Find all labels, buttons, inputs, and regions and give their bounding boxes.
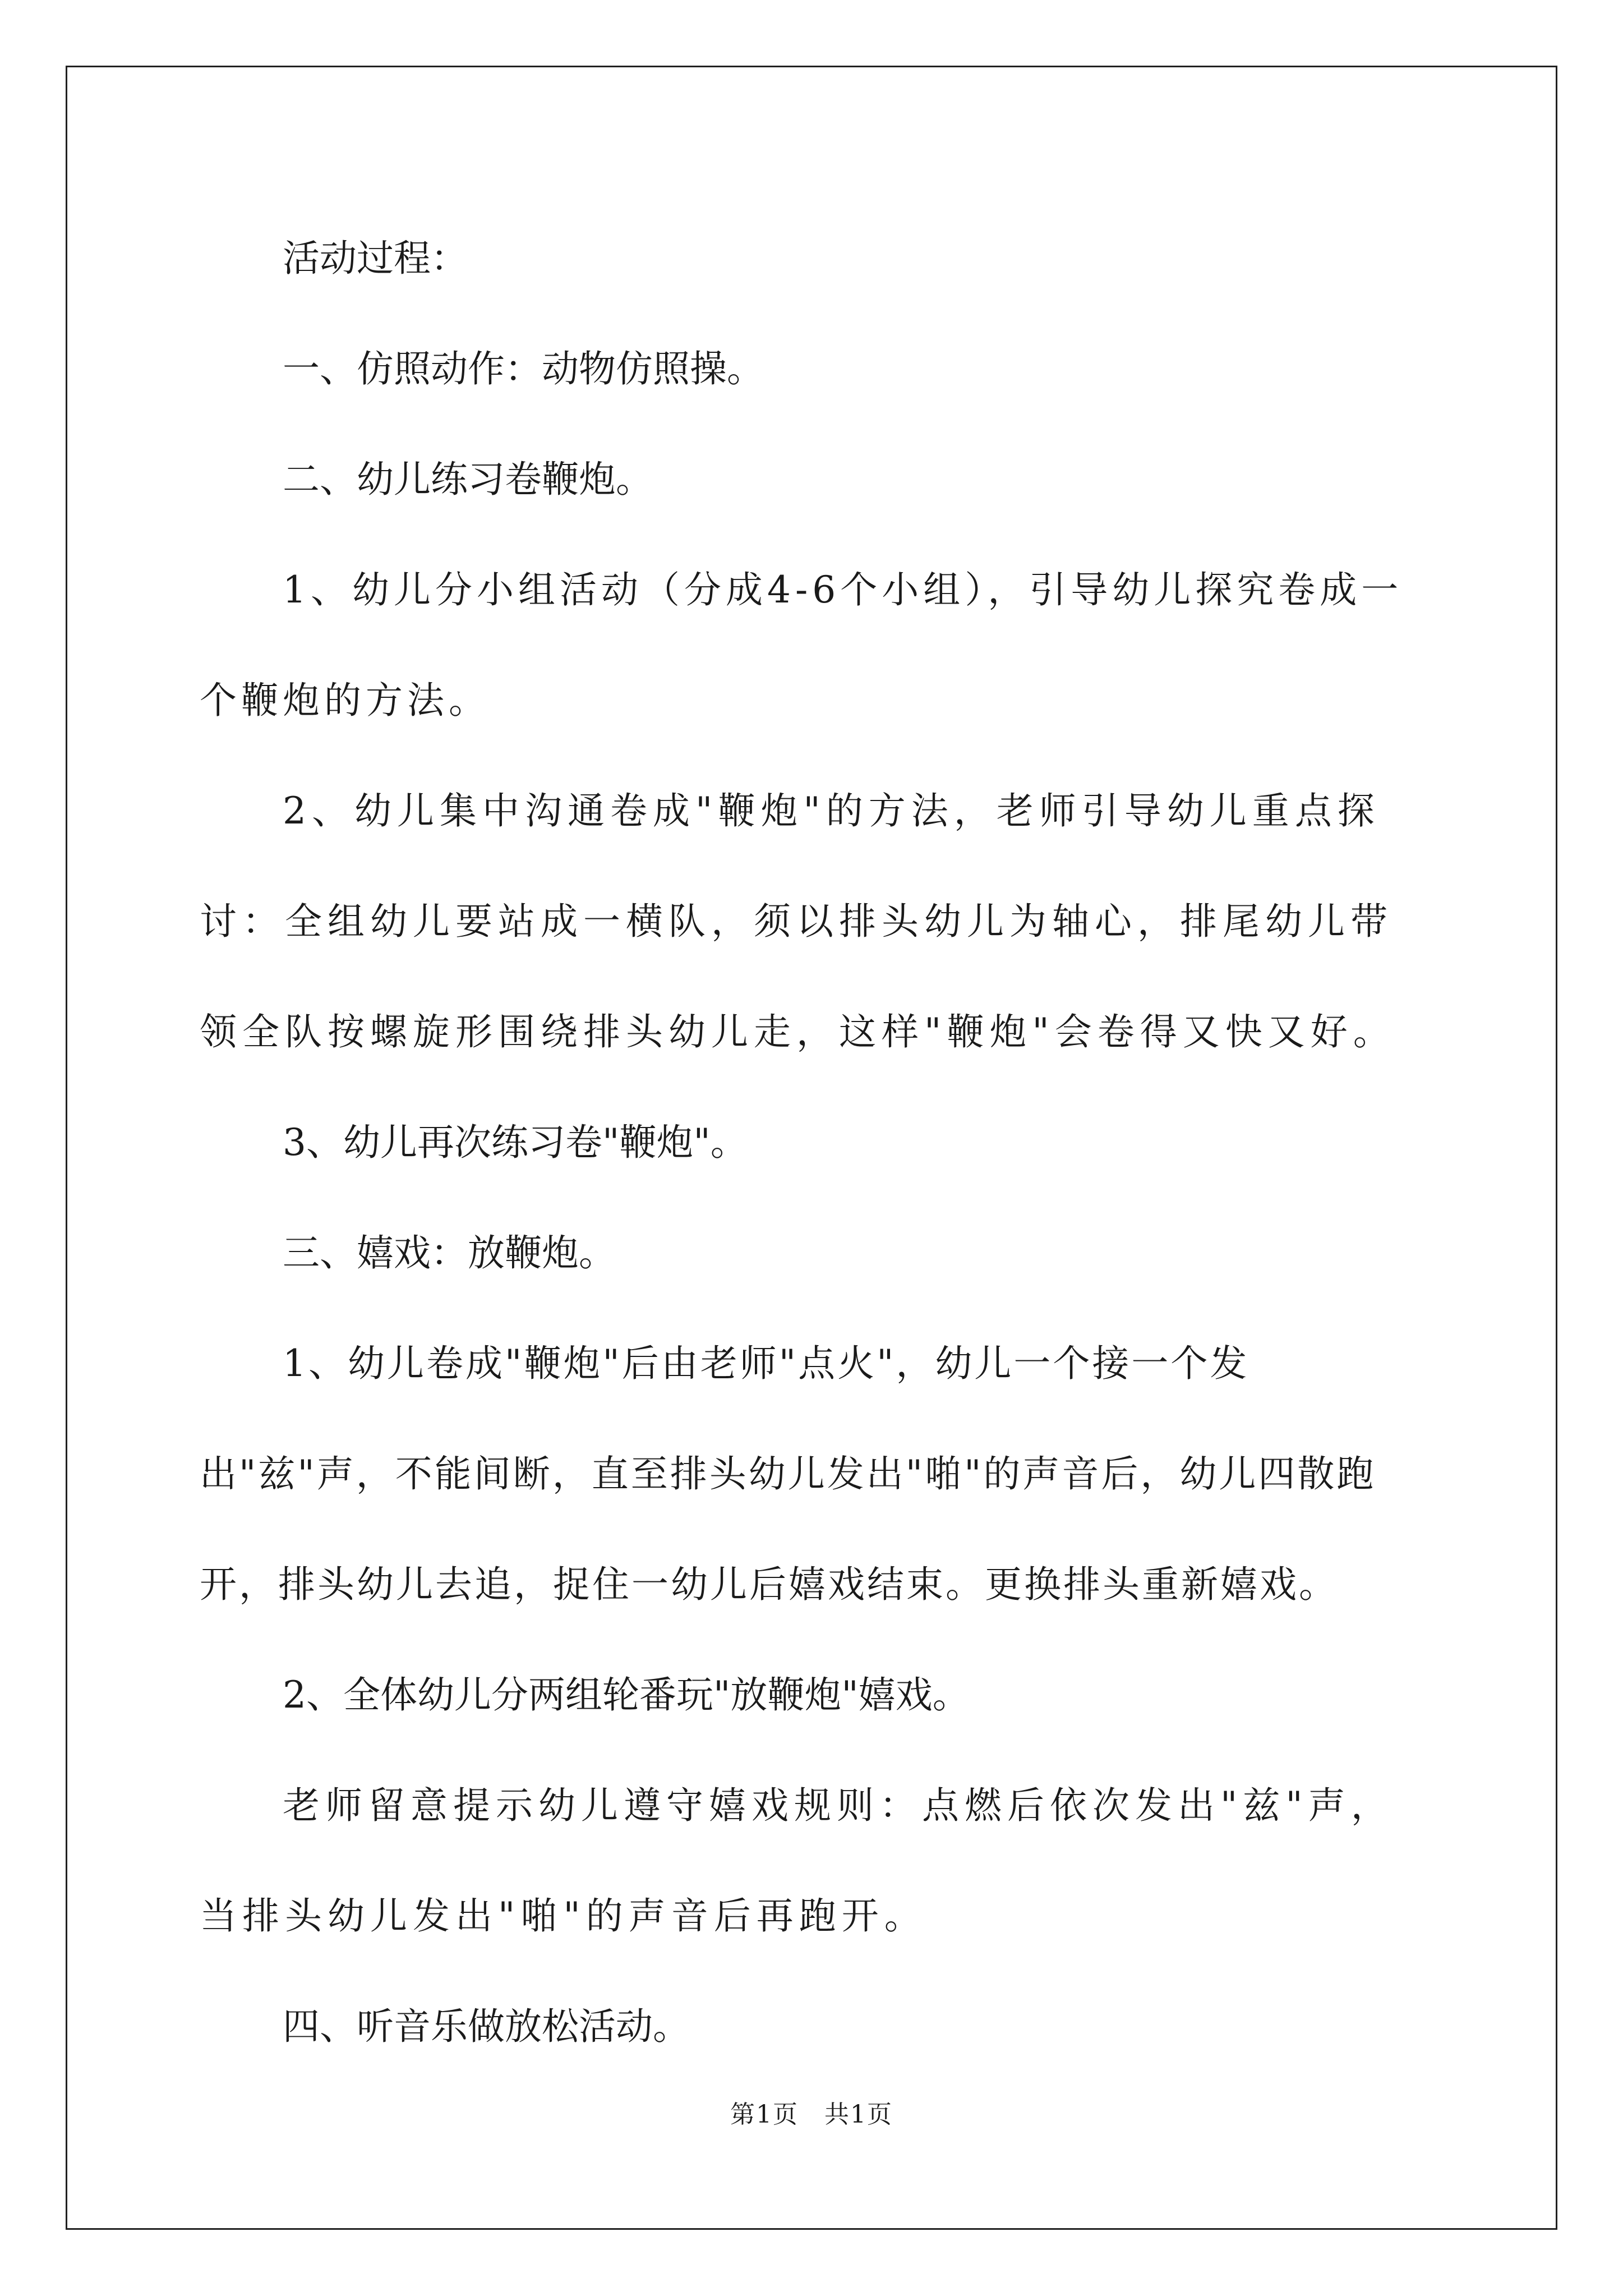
step-one-heading: 一、仿照动作：动物仿照操。: [283, 347, 764, 390]
section-heading-activity-process: 活动过程：: [283, 237, 468, 280]
step-two-item-1: 1、幼儿分小组活动（分成4-6个小组），引导幼儿探究卷成一个鞭炮的方法。: [200, 568, 1403, 722]
step-two-heading: 二、幼儿练习卷鞭炮。: [283, 458, 653, 501]
step-two-item-2: 2、幼儿集中沟通卷成"鞭炮"的方法，老师引导幼儿重点探讨：全组幼儿要站成一横队，须以排头幼儿为轴心，排尾幼儿带领全队按螺旋形围绕排头幼儿走，这样"鞭炮"会卷得又快又好。: [200, 789, 1396, 1053]
step-three-item-1: 1、幼儿卷成"鞭炮"后由老师"点火"，幼儿一个接一个发出"兹"声，不能间断，直至排头幼儿发出"啪"的声音后，幼儿四散跑开，排头幼儿去追，捉住一幼儿后嬉戏结束。更换排头重新嬉戏。: [200, 1342, 1376, 1606]
step-three-item-2: 2、全体幼儿分两组轮番玩"放鞭炮"嬉戏。: [283, 1673, 970, 1717]
step-three-heading: 三、嬉戏：放鞭炮。: [283, 1231, 616, 1274]
step-two-item-3: 3、幼儿再次练习卷"鞭炮"。: [283, 1121, 748, 1164]
teacher-note: 老师留意提示幼儿遵守嬉戏规则：点燃后依次发出"兹"声，当排头幼儿发出"啪"的声音后再跑开。: [200, 1784, 1394, 1938]
page-number-footer: 第1页 共1页: [730, 2100, 893, 2129]
step-four-heading: 四、听音乐做放松活动。: [283, 2005, 690, 2048]
